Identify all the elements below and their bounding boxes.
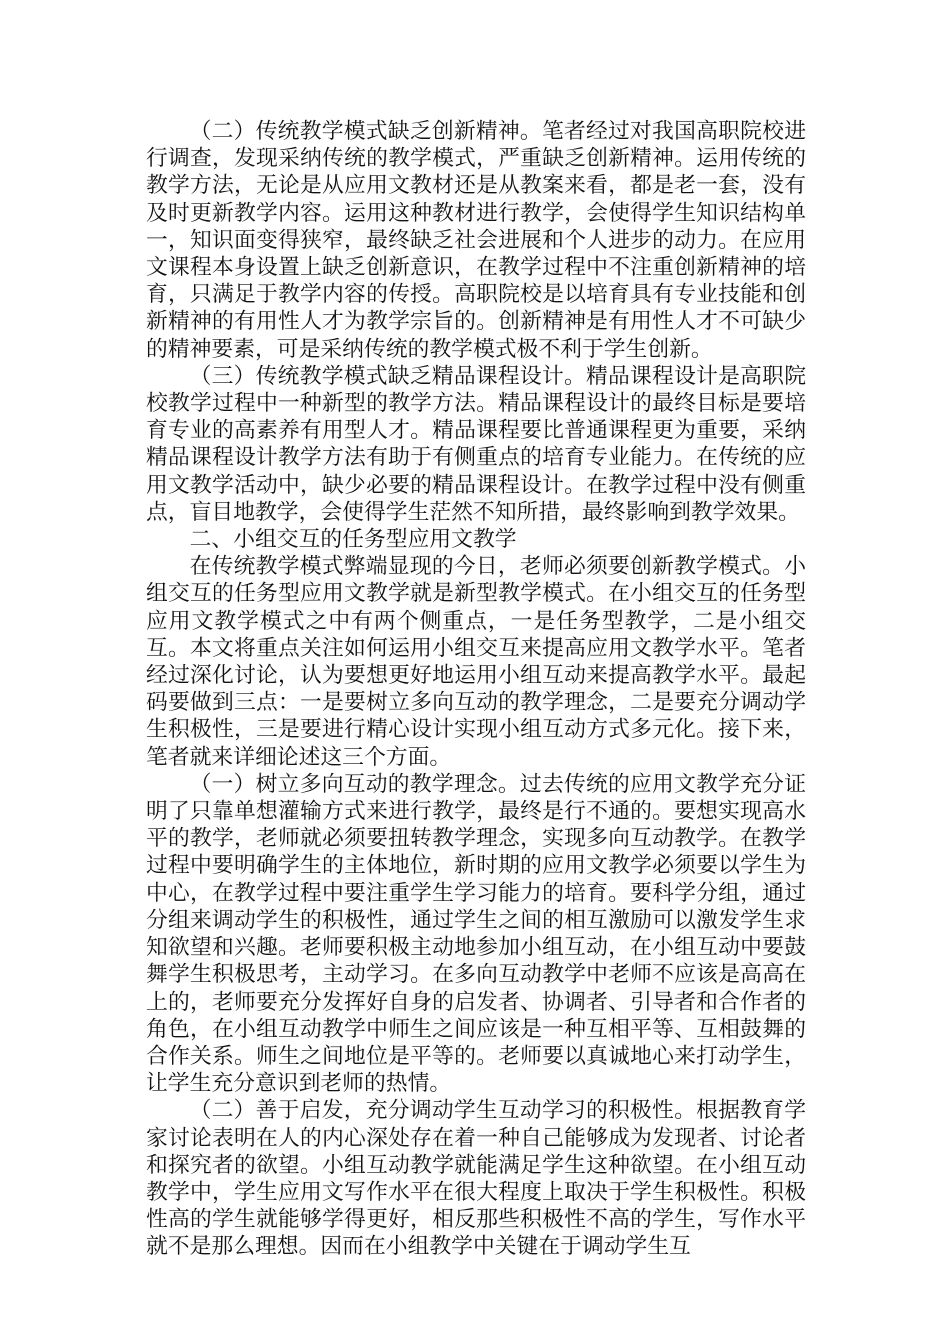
paragraph-traditional-lacks-innovation: （二）传统教学模式缺乏创新精神。笔者经过对我国高职院校进行调查，发现采纳传统的教学模式，严重缺乏创新精神。运用传统的教学方法，无论是从应用文教材还是从教案来看，都是老一套，没有及时更新教学内容。运用这种教材进行教学，会使得学生知识结构单一，知识面变得狭窄，最终缺乏社会进展和个人进步的动力。在应用文课程本身设置上缺乏创新意识，在教学过程中不注重创新精神的培育，只满足于教学内容的传授。高职院校是以培育具有专业技能和创新精神的有用性人才为教学宗旨的。创新精神是有用性人才不可缺少的精神要素，可是采纳传统的教学模式极不利于学生创新。	[146, 119, 806, 362]
section-heading-group-interaction: 二、小组交互的任务型应用文教学	[189, 527, 517, 553]
document-body	[146, 118, 806, 1261]
paragraph-traditional-lacks-course-design: （三）传统教学模式缺乏精品课程设计。精品课程设计是高职院校教学过程中一种新型的教学方法。精品课程设计的最终目标是要培育专业的高素养有用型人才。精品课程要比普通课程更为重要，采纳精品课程设计教学方法有助于有侧重点的培育专业能力。在传统的应用文教学活动中，缺少必要的精品课程设计。在教学过程中没有侧重点，盲目地教学，会使得学生茫然不知所措，最终影响到教学效果。	[146, 363, 806, 525]
paragraph-inspire-students: （二）善于启发，充分调动学生互动学习的积极性。根据教育学家讨论表明在人的内心深处存在着一种自己能够成为发现者、讨论者和探究者的欲望。小组互动教学就能满足学生这种欲望。在小组互动教学中，学生应用文写作水平在很大程度上取决于学生积极性。积极性高的学生就能够学得更好，相反那些积极性不高的学生，写作水平就不是那么理想。因而在小组教学中关键在于调动学生互	[146, 1098, 806, 1260]
paragraph-group-interaction-intro: 在传统教学模式弊端显现的今日，老师必须要创新教学模式。小组交互的任务型应用文教学就是新型教学模式。在小组交互的任务型应用文教学模式之中有两个侧重点，一是任务型教学，二是小组交互。本文将重点关注如何运用小组交互来提高应用文教学水平。笔者经过深化讨论，认为要想更好地运用小组互动来提高教学水平。最起码要做到三点：一是要树立多向互动的教学理念，二是要充分调动学生积极性，三是要进行精心设计实现小组互动方式多元化。接下来，笔者就来详细论述这三个方面。	[146, 554, 806, 770]
paragraph-multi-directional-interaction: （一）树立多向互动的教学理念。过去传统的应用文教学充分证明了只靠单想灌输方式来进行教学，最终是行不通的。要想实现高水平的教学，老师就必须要扭转教学理念，实现多向互动教学。在教学过程中要明确学生的主体地位，新时期的应用文教学必须要以学生为中心，在教学过程中要注重学生学习能力的培育。要科学分组，通过分组来调动学生的积极性，通过学生之间的相互激励可以激发学生求知欲望和兴趣。老师要积极主动地参加小组互动，在小组互动中要鼓舞学生积极思考，主动学习。在多向互动教学中老师不应该是高高在上的，老师要充分发挥好自身的启发者、协调者、引导者和合作者的角色，在小组互动教学中师生之间应该是一种互相平等、互相鼓舞的合作关系。师生之间地位是平等的。老师要以真诚地心来打动学生，让学生充分意识到老师的热情。	[146, 771, 806, 1097]
